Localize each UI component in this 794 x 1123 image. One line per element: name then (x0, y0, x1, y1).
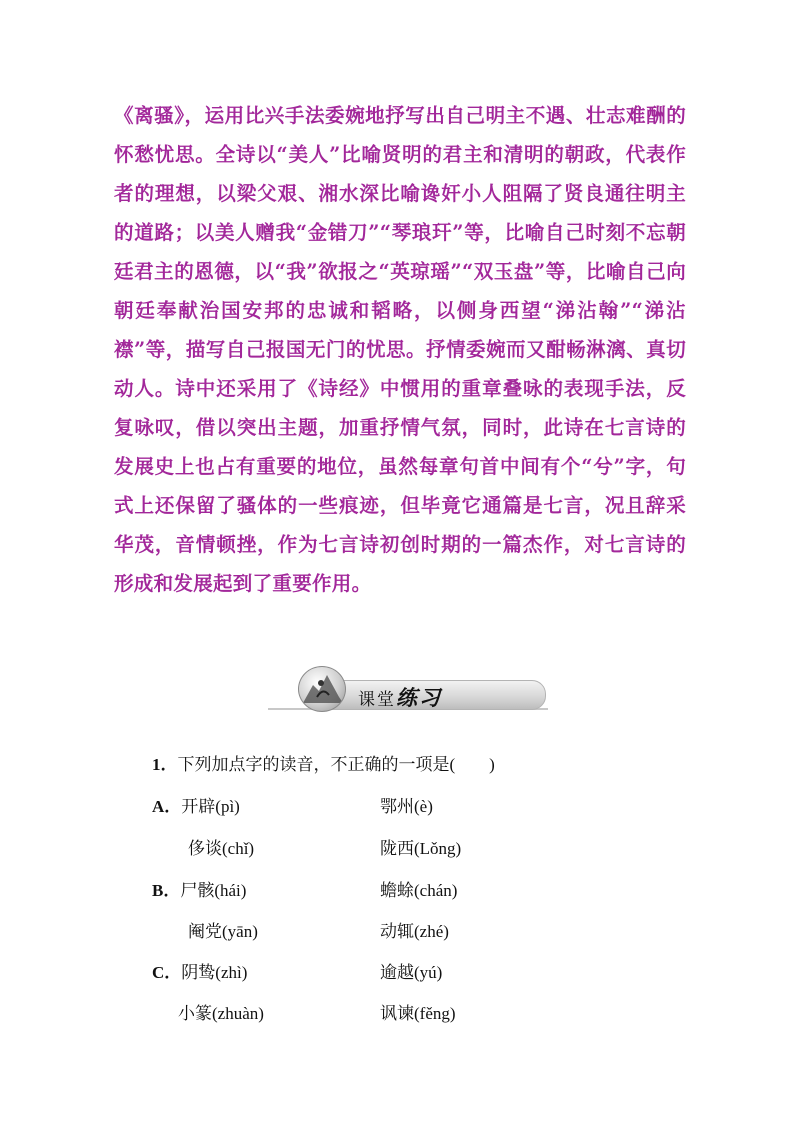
option-a[interactable] (152, 792, 240, 817)
option-item: 阴鸷(zhì) (181, 963, 248, 982)
option-item: 蟾蜍(chán) (380, 881, 458, 900)
option-item: 侈谈(chǐ) (188, 839, 255, 858)
option-item: 讽谏(fěng) (380, 1004, 456, 1023)
option-item: 陇西(Lǒng) (380, 839, 462, 858)
option-c[interactable] (152, 958, 247, 983)
option-label: C． (152, 963, 182, 982)
option-label: B． (152, 881, 181, 900)
option-label: A． (152, 797, 182, 816)
question-stem-line (152, 750, 495, 775)
section-banner (262, 662, 552, 722)
reading-passage: 《离骚》，运用比兴手法委婉地抒写出自己明主不遇、壮志难酬的怀愁忧思。全诗以“美人”比喻贤明的君主和清明的朝政，代表作者的理想，以梁父艰、湘水深比喻谗奸小人阻隔了贤良通往明主的道路；以美人赠我“金错刀”“琴琅玕”等，比喻自己时刻不忘朝廷君主的恩德，以“我”欲报之“英琼瑶”“双玉盘”等，比喻自己向朝廷奉献治国安邦的忠诚和韬略，以侧身西望“涕沾翰”“涕沾襟”等，描写自己报国无门的忧思。抒情委婉而又酣畅淋漓、真切动人。诗中还采用了《诗经》中惯用的重章叠咏的表现手法，反复咏叹，借以突出主题，加重抒情气氛，同时，此诗在七言诗的发展史上也占有重要的地位，虽然每章句首中间有个“兮”字，句式上还保留了骚体的一些痕迹，但毕竟它通篇是七言，况且辞采华茂，音情顿挫，作为七言诗初创时期的一篇杰作，对七言诗的形成和发展起到了重要作用。 (114, 104, 686, 595)
banner-title-big: 练习 (396, 685, 442, 710)
option-item: 开辟(pì) (181, 797, 240, 816)
option-item: 逾越(yú) (380, 963, 443, 982)
question-number: 1． (152, 755, 178, 774)
option-item: 鄂州(è) (380, 797, 433, 816)
question-stem: 下列加点字的读音，不正确的一项是( ) (177, 755, 495, 774)
option-b[interactable] (152, 876, 246, 901)
option-item: 动辄(zhé) (380, 922, 449, 941)
banner-title-small: 课堂 (358, 690, 396, 710)
banner-title (358, 682, 442, 712)
option-item: 阉党(yān) (188, 922, 258, 941)
option-item: 尸骸(hái) (180, 881, 247, 900)
mountain-icon (298, 666, 346, 712)
option-item: 小篆(zhuàn) (178, 1004, 264, 1023)
